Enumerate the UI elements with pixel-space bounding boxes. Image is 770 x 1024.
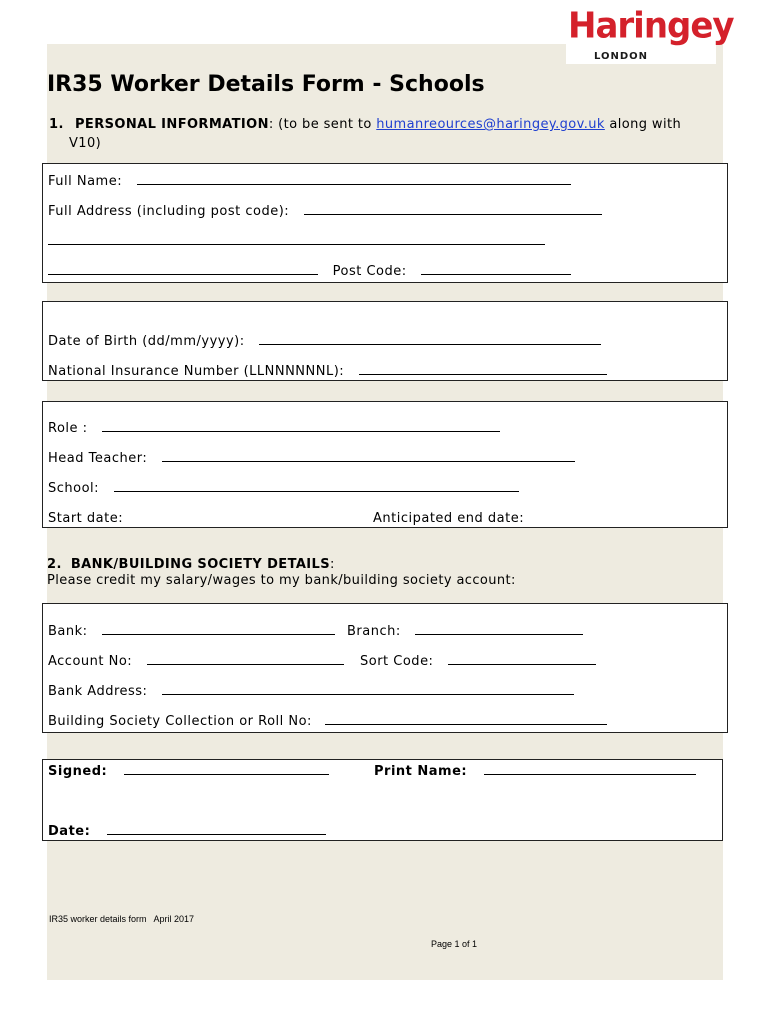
bank-address-field[interactable]	[162, 684, 574, 695]
section-1-text: : (to be sent to	[268, 117, 377, 132]
section-1-heading: PERSONAL INFORMATION	[75, 117, 269, 132]
account-no-field[interactable]	[147, 654, 344, 665]
dob-row	[48, 334, 601, 349]
role-label: Role :	[48, 421, 88, 436]
dob-label: Date of Birth (dd/mm/yyyy):	[48, 334, 245, 349]
footer-page-number: Page 1 of 1	[431, 939, 478, 949]
dob-field[interactable]	[259, 334, 601, 345]
address-line-3-row	[48, 264, 571, 279]
logo-wordmark: Haringey	[568, 5, 734, 47]
bank-field[interactable]	[102, 624, 335, 635]
ni-row	[48, 364, 607, 379]
section-2-heading: BANK/BUILDING SOCIETY DETAILS	[70, 557, 330, 572]
section-1-header	[49, 115, 719, 153]
account-no-row	[48, 654, 344, 669]
bank-row	[48, 624, 335, 639]
building-society-field[interactable]	[325, 714, 607, 725]
footer-doc-info: IR35 worker details form April 2017	[49, 914, 195, 924]
branch-row	[347, 624, 583, 639]
head-teacher-field[interactable]	[162, 451, 575, 462]
full-address-row	[48, 204, 602, 219]
full-address-field[interactable]	[304, 204, 602, 215]
signed-field[interactable]	[124, 764, 329, 775]
school-label: School:	[48, 481, 100, 496]
sort-code-field[interactable]	[448, 654, 596, 665]
sort-code-label: Sort Code:	[360, 654, 434, 669]
full-name-field[interactable]	[137, 174, 571, 185]
hr-email-link[interactable]: humanreources@haringey.gov.uk	[376, 117, 605, 132]
account-no-label: Account No:	[48, 654, 133, 669]
section-2-header	[47, 557, 516, 589]
branch-field[interactable]	[415, 624, 583, 635]
section-2-heading-suffix: :	[330, 557, 335, 572]
address-line-3-field[interactable]	[48, 264, 318, 275]
section-1-number: 1.	[49, 117, 64, 132]
print-name-label: Print Name:	[374, 764, 468, 779]
role-row	[48, 421, 500, 436]
full-name-label: Full Name:	[48, 174, 123, 189]
full-address-label: Full Address (including post code):	[48, 204, 290, 219]
school-field[interactable]	[114, 481, 519, 492]
section-1-text-cont: V10)	[69, 136, 102, 151]
full-name-row	[48, 174, 571, 189]
post-code-label: Post Code:	[332, 264, 407, 279]
logo-subtitle: LONDON	[593, 51, 649, 62]
section-2-number: 2.	[47, 557, 62, 572]
date-label: Date:	[48, 824, 91, 839]
head-teacher-label: Head Teacher:	[48, 451, 148, 466]
address-line-2-row	[48, 234, 545, 249]
bank-label: Bank:	[48, 624, 88, 639]
date-field[interactable]	[107, 824, 326, 835]
building-society-label: Building Society Collection or Roll No:	[48, 714, 312, 729]
branch-label: Branch:	[347, 624, 401, 639]
signed-row	[48, 764, 329, 779]
post-code-field[interactable]	[421, 264, 571, 275]
start-date-label[interactable]: Start date:	[48, 511, 124, 526]
ni-label: National Insurance Number (LLNNNNNNL):	[48, 364, 345, 379]
section-1-text-after: along with	[604, 117, 682, 132]
date-row	[48, 824, 326, 839]
haringey-logo	[566, 5, 734, 64]
role-field[interactable]	[102, 421, 500, 432]
end-date-label[interactable]: Anticipated end date:	[373, 511, 525, 526]
section-2-subtext: Please credit my salary/wages to my bank/building society account:	[47, 573, 516, 588]
head-teacher-row	[48, 451, 575, 466]
print-name-row	[374, 764, 696, 779]
bank-address-label: Bank Address:	[48, 684, 148, 699]
signed-label: Signed:	[48, 764, 108, 779]
sort-code-row	[360, 654, 596, 669]
ni-field[interactable]	[359, 364, 607, 375]
building-society-row	[48, 714, 607, 729]
address-line-2-field[interactable]	[48, 234, 545, 245]
print-name-field[interactable]	[484, 764, 696, 775]
form-title: IR35 Worker Details Form - Schools	[47, 72, 485, 97]
bank-address-row	[48, 684, 574, 699]
school-row	[48, 481, 519, 496]
